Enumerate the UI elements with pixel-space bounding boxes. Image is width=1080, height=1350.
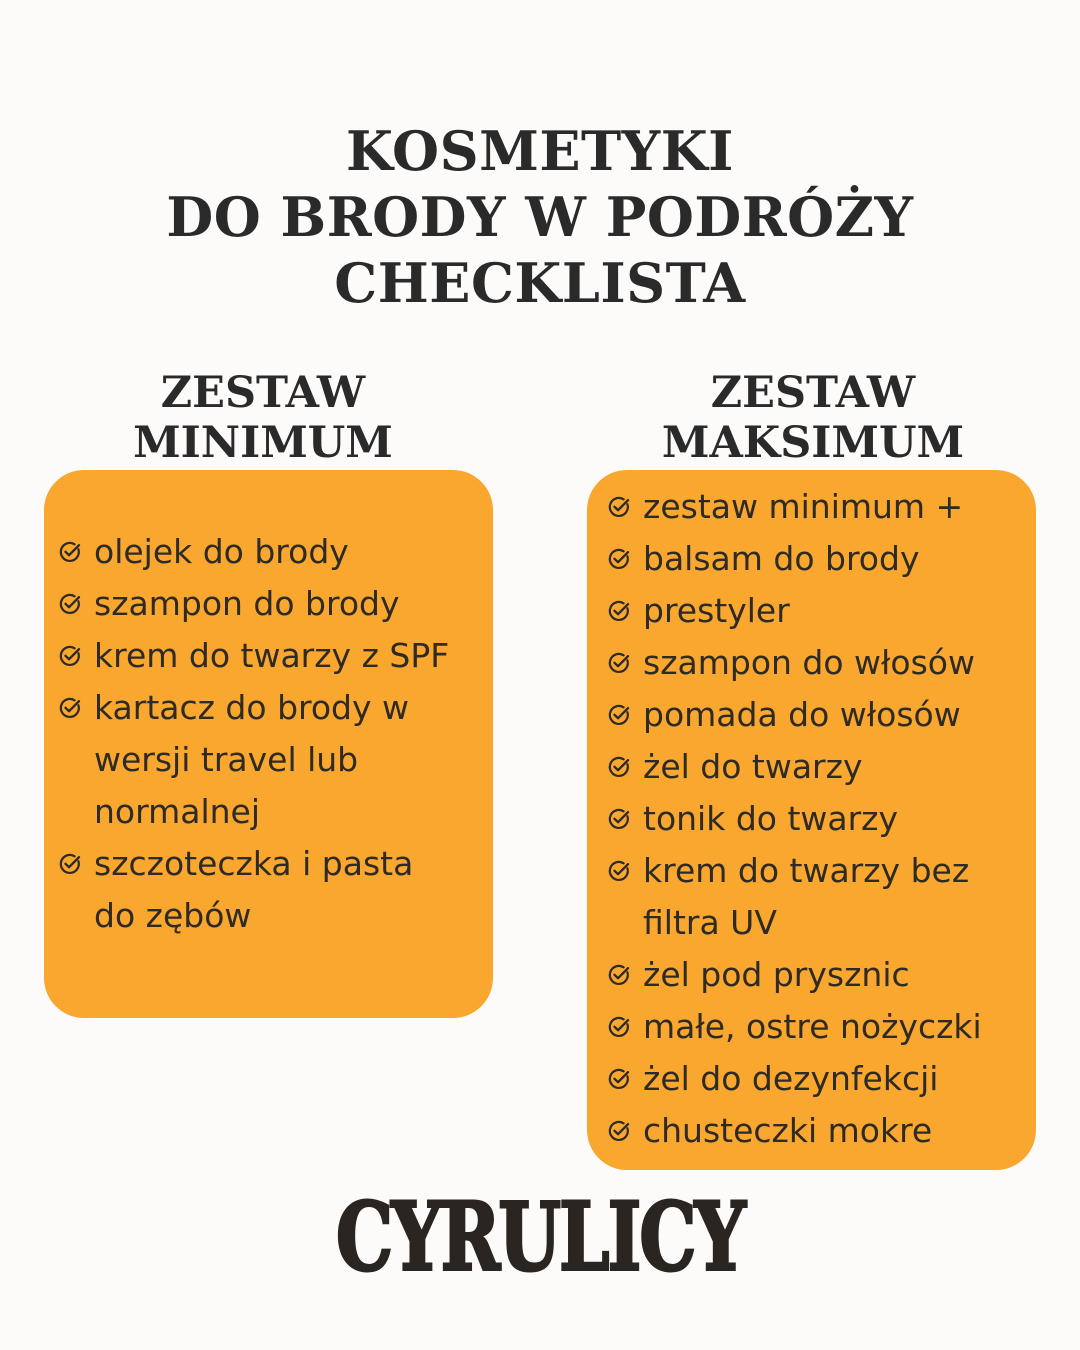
checklist-item-label bbox=[643, 533, 1032, 585]
checklist-item-line: krem do twarzy bez bbox=[643, 851, 970, 890]
checklist-item-label bbox=[94, 682, 483, 838]
check-circle-icon bbox=[58, 540, 82, 564]
check-circle-icon bbox=[58, 644, 82, 668]
checklist-item-line: wersji travel lub bbox=[94, 740, 359, 779]
checklist-item-label bbox=[643, 949, 1032, 1001]
checklist-item-label bbox=[643, 1001, 1032, 1053]
check-circle-icon bbox=[607, 1015, 631, 1039]
checklist-item bbox=[607, 1105, 1032, 1157]
checklist-item-line: normalnej bbox=[94, 792, 261, 831]
checklist-item-label bbox=[643, 637, 1032, 689]
check-circle-icon bbox=[58, 696, 82, 720]
checklist-item-line: kartacz do brody w bbox=[94, 688, 409, 727]
checklist-item-line: olejek do brody bbox=[94, 532, 349, 571]
checklist-item-line: krem do twarzy z SPF bbox=[94, 636, 450, 675]
page-title bbox=[0, 118, 1080, 316]
checklist-item bbox=[607, 793, 1032, 845]
minimum-checklist bbox=[58, 526, 483, 942]
checklist-item-label bbox=[643, 689, 1032, 741]
checklist-item-label bbox=[94, 526, 483, 578]
maksimum-heading-line-1: ZESTAW bbox=[710, 368, 916, 418]
maksimum-card bbox=[587, 470, 1036, 1170]
check-circle-icon bbox=[607, 651, 631, 675]
checklist-item-line: filtra UV bbox=[643, 903, 777, 942]
checklist-item bbox=[607, 637, 1032, 689]
checklist-item bbox=[607, 845, 1032, 949]
check-circle-icon bbox=[607, 807, 631, 831]
check-circle-icon bbox=[607, 755, 631, 779]
checklist-item bbox=[607, 585, 1032, 637]
checklist-item-line: chusteczki mokre bbox=[643, 1111, 933, 1150]
cyrulicy-logo bbox=[0, 1188, 1080, 1288]
check-circle-icon bbox=[607, 963, 631, 987]
checklist-item-label bbox=[643, 585, 1032, 637]
checklist-item-line: żel do dezynfekcji bbox=[643, 1059, 939, 1098]
minimum-card bbox=[44, 470, 493, 1018]
checklist-item bbox=[607, 949, 1032, 1001]
checklist-item-line: prestyler bbox=[643, 591, 790, 630]
checklist-item-label bbox=[643, 845, 1032, 949]
checklist-item bbox=[607, 481, 1032, 533]
check-circle-icon bbox=[58, 592, 82, 616]
logo-wordmark bbox=[0, 1188, 1080, 1288]
checklist-item-line: małe, ostre nożyczki bbox=[643, 1007, 982, 1046]
checklist-item-line: żel pod prysznic bbox=[643, 955, 910, 994]
title-line-3: CHECKLISTA bbox=[334, 251, 746, 315]
checklist-item-line: zestaw minimum + bbox=[643, 487, 964, 526]
checklist-item-line: pomada do włosów bbox=[643, 695, 961, 734]
checklist-item-label bbox=[643, 793, 1032, 845]
minimum-heading-line-1: ZESTAW bbox=[160, 368, 366, 418]
check-circle-icon bbox=[607, 1067, 631, 1091]
minimum-heading bbox=[38, 368, 488, 468]
checklist-item-line: tonik do twarzy bbox=[643, 799, 899, 838]
checklist-item bbox=[607, 533, 1032, 585]
title-line-1: KOSMETYKI bbox=[346, 119, 734, 183]
check-circle-icon bbox=[607, 703, 631, 727]
checklist-item-line: szczoteczka i pasta bbox=[94, 844, 414, 883]
check-circle-icon bbox=[607, 599, 631, 623]
checklist-item bbox=[58, 682, 483, 838]
checklist-item-line: do zębów bbox=[94, 896, 252, 935]
check-circle-icon bbox=[607, 1119, 631, 1143]
checklist-item-label bbox=[643, 741, 1032, 793]
checklist-item-label bbox=[94, 578, 483, 630]
check-circle-icon bbox=[607, 547, 631, 571]
checklist-item-label bbox=[643, 1105, 1032, 1157]
checklist-item-label bbox=[94, 630, 483, 682]
checklist-item-label bbox=[643, 481, 1032, 533]
checklist-item-label bbox=[94, 838, 483, 942]
checklist-item bbox=[58, 630, 483, 682]
checklist-item bbox=[607, 1001, 1032, 1053]
logo-text: CYRULICY bbox=[335, 1188, 745, 1288]
maksimum-heading bbox=[588, 368, 1038, 468]
checklist-item-line: żel do twarzy bbox=[643, 747, 863, 786]
check-circle-icon bbox=[58, 852, 82, 876]
checklist-item-line: szampon do brody bbox=[94, 584, 400, 623]
checklist-item bbox=[607, 1053, 1032, 1105]
maksimum-heading-line-2: MAKSIMUM bbox=[661, 418, 965, 468]
checklist-item-label bbox=[643, 1053, 1032, 1105]
minimum-heading-line-2: MINIMUM bbox=[133, 418, 393, 468]
checklist-item-line: balsam do brody bbox=[643, 539, 920, 578]
title-line-2: DO BRODY W PODRÓŻY bbox=[166, 185, 914, 249]
checklist-item bbox=[58, 578, 483, 630]
checklist-item bbox=[607, 741, 1032, 793]
checklist-item bbox=[58, 838, 483, 942]
checklist-item bbox=[58, 526, 483, 578]
check-circle-icon bbox=[607, 495, 631, 519]
checklist-item-line: szampon do włosów bbox=[643, 643, 975, 682]
maksimum-checklist bbox=[607, 481, 1032, 1157]
check-circle-icon bbox=[607, 859, 631, 883]
checklist-item bbox=[607, 689, 1032, 741]
